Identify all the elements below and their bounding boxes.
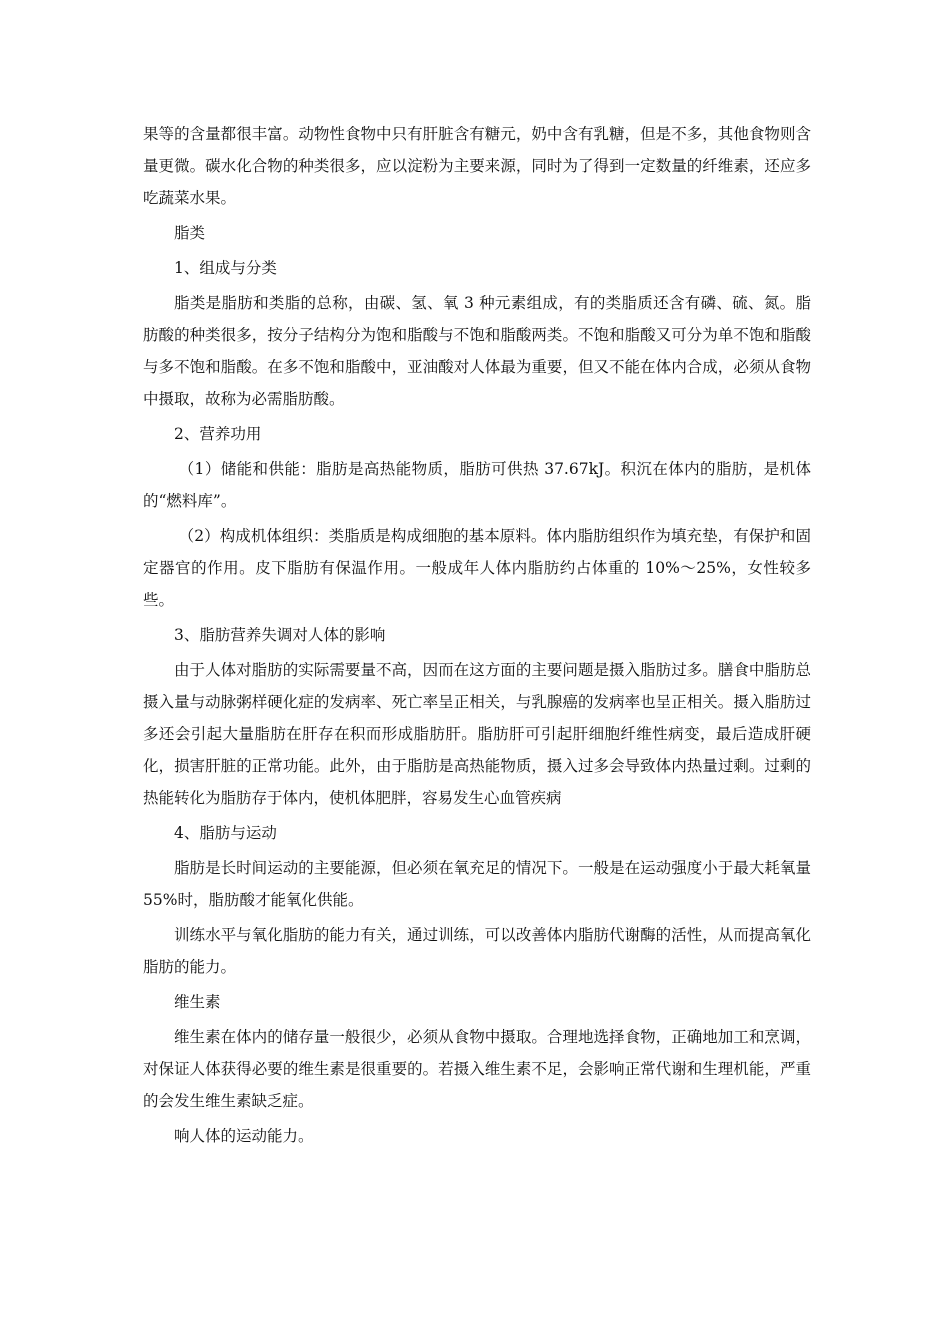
paragraph-fat-imbalance: 由于人体对脂肪的实际需要量不高，因而在这方面的主要问题是摄入脂肪过多。膳食中脂肪总摄入量与动脉粥样硬化症的发病率、死亡率呈正相关，与乳腺癌的发病率也呈正相关。摄入脂肪过多还会引起大量脂肪在肝存在积而形成脂肪肝。脂肪肝可引起肝细胞纤维性病变，最后造成肝硬化，损害肝脏的正常功能。此外，由于脂肪是高热能物质，摄入过多会导致体内热量过剩。过剩的热能转化为脂肪存于体内，使机体肥胖，容易发生心血管疾病: [143, 661, 811, 807]
section-heading-vitamins: 维生素: [174, 993, 221, 1011]
paragraph-fat-energy-source: 脂肪是长时间运动的主要能源，但必须在氧充足的情况下。一般是在运动强度小于最大耗氧量 55%时，脂肪酸才能氧化供能。: [143, 859, 811, 909]
subheading-composition: 1、组成与分类: [174, 259, 277, 277]
subheading-nutrition-function: 2、营养功用: [174, 425, 262, 443]
section-heading-lipids: 脂类: [174, 224, 206, 242]
subheading-fat-exercise: 4、脂肪与运动: [174, 824, 277, 842]
subheading-fat-imbalance: 3、脂肪营养失调对人体的影响: [174, 626, 386, 644]
paragraph-lipid-composition: 脂类是脂肪和类脂的总称，由碳、氢、氧 3 种元素组成，有的类脂质还含有磷、硫、氮。脂肪酸的种类很多，按分子结构分为饱和脂酸与不饱和脂酸两类。不饱和脂酸又可分为单不饱和脂酸与多不饱和脂酸。在多不饱和脂酸中，亚油酸对人体最为重要，但又不能在体内合成，必须从食物中摄取，故称为必需脂肪酸。: [143, 294, 811, 408]
paragraph-body-tissue: （2）构成机体组织：类脂质是构成细胞的基本原料。体内脂肪组织作为填充垫，有保护和固定器官的作用。皮下脂肪有保温作用。一般成年人体内脂肪约占体重的 10%～25%，女性较多些。: [143, 527, 811, 609]
document-body: [143, 118, 811, 1155]
paragraph-energy-storage: （1）储能和供能：脂肪是高热能物质，脂肪可供热 37.67kJ。积沉在体内的脂肪，是机体的“燃料库”。: [143, 460, 811, 510]
paragraph-vitamins: 维生素在体内的储存量一般很少，必须从食物中摄取。合理地选择食物，正确地加工和烹调，对保证人体获得必要的维生素是很重要的。若摄入维生素不足，会影响正常代谢和生理机能，严重的会发生维生素缺乏症。: [143, 1028, 811, 1110]
paragraph-carbohydrate-continuation: 果等的含量都很丰富。动物性食物中只有肝脏含有糖元，奶中含有乳糖，但是不多，其他食物则含量更微。碳水化合物的种类很多，应以淀粉为主要来源，同时为了得到一定数量的纤维素，还应多吃蔬菜水果。: [143, 125, 811, 207]
paragraph-exercise-ability: 响人体的运动能力。: [174, 1127, 314, 1145]
paragraph-training-level: 训练水平与氧化脂肪的能力有关，通过训练，可以改善体内脂肪代谢酶的活性，从而提高氧化脂肪的能力。: [143, 926, 811, 976]
